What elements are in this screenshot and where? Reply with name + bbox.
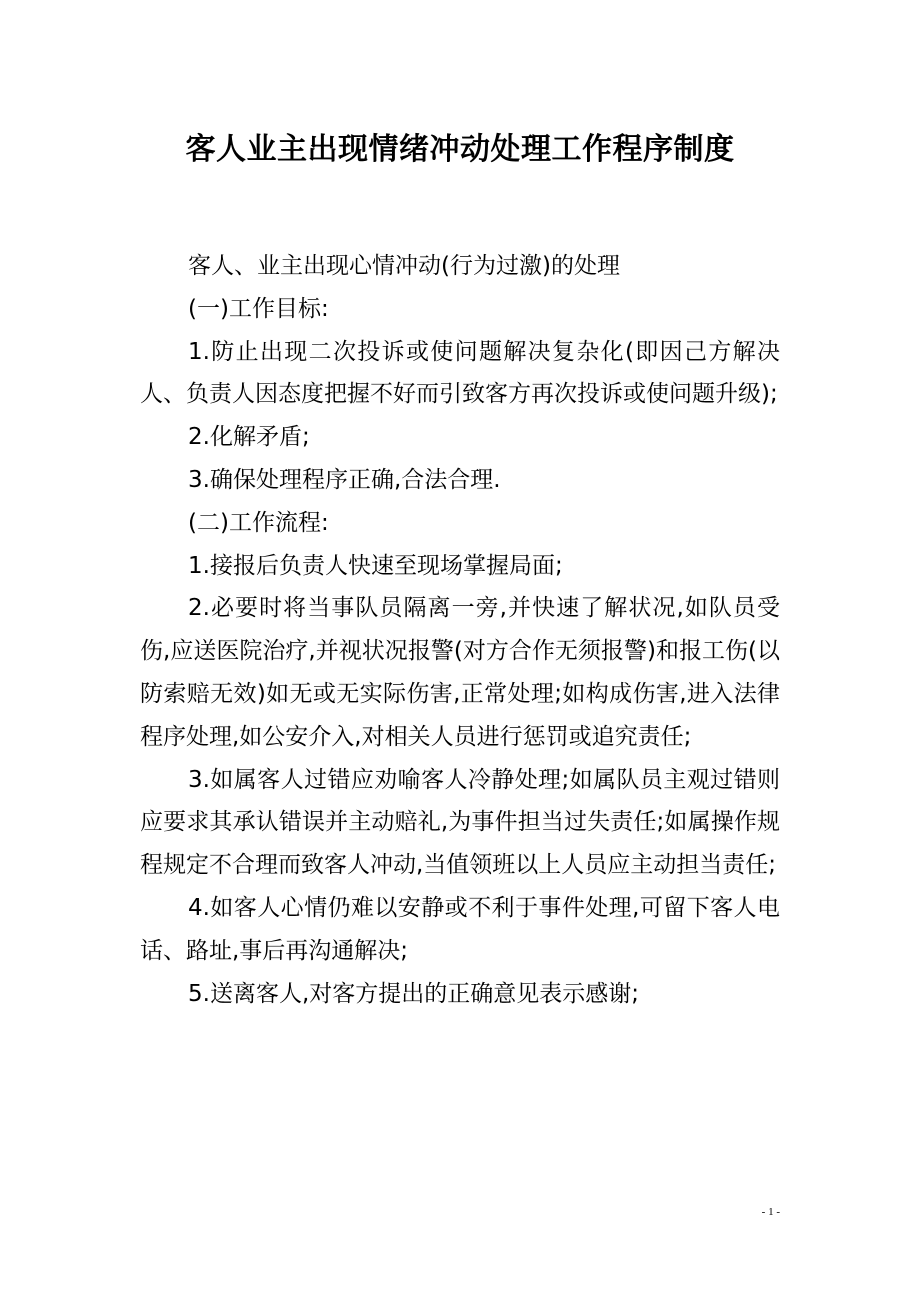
paragraph-step-2: 2.必要时将当事队员隔离一旁,并快速了解状况,如队员受伤,应送医院治疗,并视状况报警(对方合作无须报警)和报工伤(以防索赔无效)如无或无实际伤害,正常处理;如构成伤害,进入法律程序处理,如公安介入,对相关人员进行惩罚或追究责任; — [140, 595, 780, 750]
document-title: 客人业主出现情绪冲动处理工作程序制度 — [185, 132, 735, 167]
paragraph-heading: 客人、业主出现心情冲动(行为过激)的处理 — [188, 253, 620, 279]
paragraph-goal-2: 2.化解矛盾; — [188, 424, 310, 451]
paragraph-step-5: 5.送离客人,对客方提出的正确意见表示感谢; — [188, 980, 640, 1007]
paragraph-step-1: 1.接报后负责人快速至现场掌握局面; — [188, 552, 563, 579]
paragraph-step-3: 3.如属客人过错应劝喻客人冷静处理;如属队员主观过错则应要求其承认错误并主动赔礼,为事件担当过失责任;如属操作规程规定不合理而致客人冲动,当值领班以上人员应主动担当责任; — [140, 766, 780, 879]
section-heading-process: (二)工作流程: — [188, 509, 329, 536]
document-body — [140, 245, 780, 1015]
paragraph-goal-1: 1.防止出现二次投诉或使问题解决复杂化(即因己方解决人、负责人因态度把握不好而引致客方再次投诉或使问题升级); — [140, 338, 780, 408]
paragraph-step-4: 4.如客人心情仍难以安静或不利于事件处理,可留下客人电话、路址,事后再沟通解决; — [140, 894, 780, 964]
page-number: - 1 - — [761, 1206, 780, 1218]
section-heading-goals: (一)工作目标: — [188, 295, 329, 322]
paragraph-goal-3: 3.确保处理程序正确,合法合理. — [188, 466, 501, 493]
